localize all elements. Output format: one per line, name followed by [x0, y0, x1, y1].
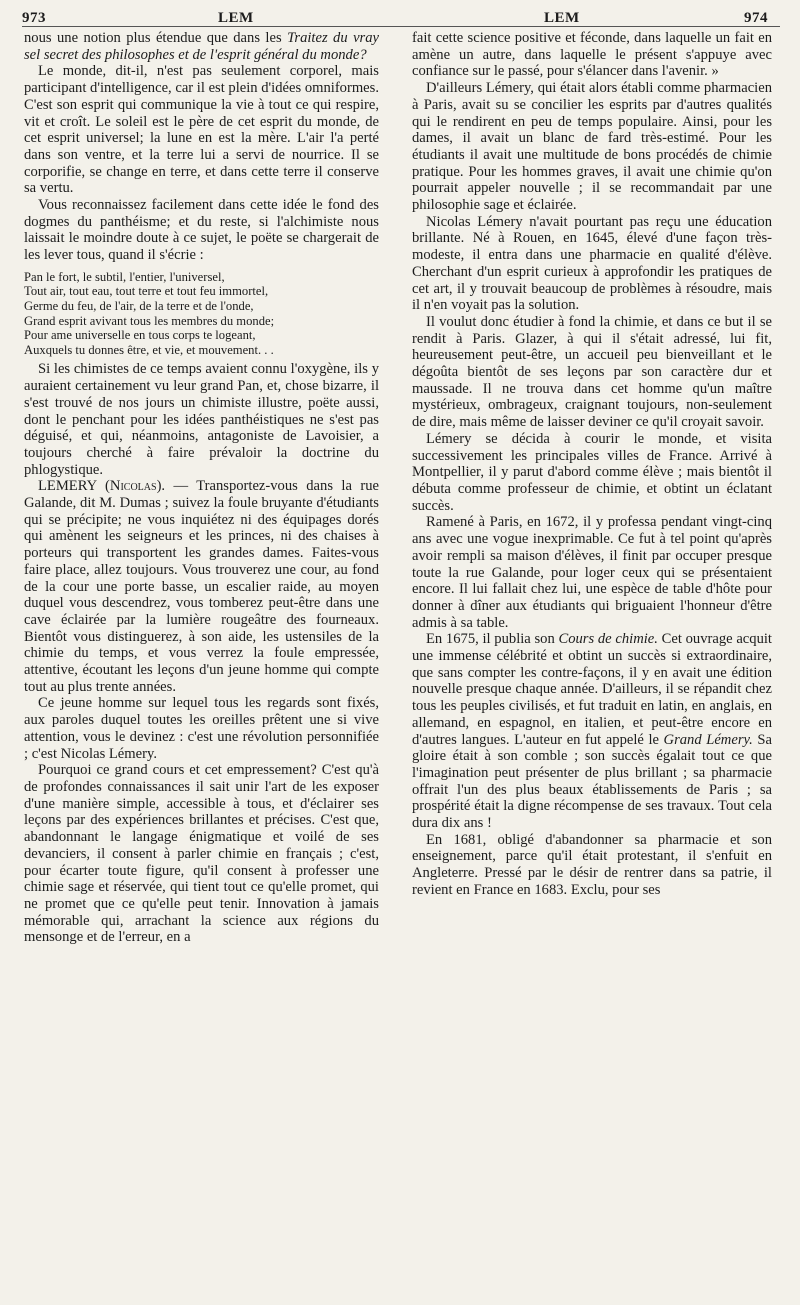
paragraph: Pourquoi ce grand cours et cet empressement? C'est qu'à de profondes connaissances il sait unir l'art de les exposer d'une manière simple, accessible à tous, et d'éclairer ses leçons par des expériences brillantes et précises. C'est que, abandonnant le langage énigmatique et voilé de ses devanciers, il consent à parler chimie en français ; c'est, pour écarter toute figure, qu'il consent à professer une chimie sage et réservée, qui tient tout ce qu'elle promet, qui ne promet que ce qu'elle peut tenir. Innovation à jamais mémorable qui, arrachant la science aux régions du mensonge et de l'erreur, en a: [24, 762, 379, 946]
verse-line: Tout air, tout eau, tout terre et tout feu immortel,: [24, 284, 269, 299]
paragraph-text: nous une notion plus étendue que dans les: [24, 30, 288, 46]
paragraph: Ramené à Paris, en 1672, il y professa pendant vingt-cinq ans avec une vogue inexprimable. Ce fut à tel point qu'après avoir rempli sa maison d'élèves, il finit par occuper presque toute la rue Galande, pour loger ceux qui se présentaient encore. Il lui fallait chez lui, une espèce de table d'hôte pour donner à dîner aux étudiants qui briguaient l'honneur d'être admis à sa table.: [412, 514, 772, 631]
page-number-left: 973: [22, 10, 46, 26]
paragraph: [24, 30, 379, 63]
verse-line: Pour ame universelle en tous corps te logeant,: [24, 328, 256, 343]
paragraph-text: Cet ouvrage acquit une immense célébrité et obtint un succès si extraordinaire, que sans compter les contre-façons, il y en avait une édition nouvelle presque chaque année. D'ailleurs, il se répandit chez tous les peuples civilisés, et fut traduit en latin, en anglais, en allemand, en espagnol, en italien, et peut-être encore en d'autres langues. L'auteur en fut appelé le: [412, 631, 772, 748]
paragraph: Il voulut donc étudier à fond la chimie, et dans ce but il se rendit à Paris. Glazer, à qui il s'était adressé, lui fit, heureusement peut-être, un accueil peu bienveillant et le dégoûta bientôt de ses leçons par son caractère dur et maussade. Il ne trouva dans cet homme qu'un maître mystérieux, ombrageux, craignant toujours, non-seulement de dire, mais même de laisser deviner ce qu'il croyait savoir.: [412, 313, 772, 431]
paragraph-text: — Transportez-vous dans la rue Galande, dit M. Dumas ; suivez la foule bruyante d'étudiants qui se précipite; ne vous inquiétez ni des équipages dorés qui amènent les seigneurs et les princes, ni des chaises à porteurs qui transportent les grandes dames. Faites-vous faire place, allez toujours. Vous trouverez une cour, au fond de la cour une porte basse, un escalier raide, au moyen duquel vous descendrez, vous tomberez peut-être dans une cave éclairée par la lumière rougeâtre des fourneaux. Bientôt vous distinguerez, à son aide, les ustensiles de la chimie du temps, et vous verrez la foule empressée, attentive, écoutant les leçons d'un jeune homme qui compte tout au plus trente années.: [24, 478, 379, 695]
paragraph-text: Sa gloire était à son comble ; son succès égalait tout ce que l'imagination peut présenter de plus brillant ; sa pharmacie offrait l'un des plus beaux établissements de Paris ; sa prospérité était la digne récompense de ses travaux. Tout cela dura dix ans !: [412, 731, 772, 832]
paragraph: Si les chimistes de ce temps avaient connu l'oxygène, ils y auraient certainement vu leur grand Pan, et, chose bizarre, il s'est trouvé de nos jours un chimiste illustre, poëte aussi, dont le penchant pour les idées panthéistiques ne s'est pas déguisé, et qui, néanmoins, antagoniste de Lavoisier, a toujours cherché à faire prévaloir la doctrine du phlogystique.: [24, 361, 379, 478]
verse-line: Germe du feu, de l'air, de la terre et de l'onde,: [24, 299, 254, 314]
left-column: [24, 30, 379, 946]
entry-paragraph: [24, 478, 379, 695]
italic-title: Cours de chimie.: [558, 631, 658, 648]
header-title-right: LEM: [544, 10, 580, 26]
paragraph: Nicolas Lémery n'avait pourtant pas reçu une éducation brillante. Né à Rouen, en 1645, élevé d'une façon très-modeste, il entra dans une pharmacie en qualité d'élève. Cherchant d'un esprit curieux à approfondir les pratiques de cet art, il y trouvait beaucoup de problèmes à résoudre, mais il n'en voyait pas la solution.: [412, 213, 772, 314]
paragraph: Ce jeune homme sur lequel tous les regards sont fixés, aux paroles duquel toutes les oreilles prêtent une si vive attention, vous le devinez : c'est une révolution personnifiée ; c'est Nicolas Lémery.: [24, 695, 379, 762]
italic-name: Grand Lémery.: [663, 731, 753, 748]
paragraph: D'ailleurs Lémery, qui était alors établi comme pharmacien à Paris, avait su se concilier les esprits par d'autres qualités qui le rendirent en peu de temps populaire. Ainsi, pour les dames, il avait un blanc de fard très-estimé. Pour les étudiants il avait une multitude de bons procédés de chimie pratique. Pour les hommes graves, il avait une chimie qu'on pourrait appeler nouvelle ; il se recommandait par une philosophie sage et éclairée.: [412, 80, 772, 214]
header-title-left: LEM: [218, 10, 254, 26]
header-rule: [22, 26, 780, 27]
verse-line: Pan le fort, le subtil, l'entier, l'universel,: [24, 269, 225, 284]
italic-title: Traitez du vray sel secret des philosophes et de l'esprit général du monde?: [24, 30, 380, 63]
verse-quote: [24, 270, 379, 358]
verse-line: Grand esprit avivant tous les membres du monde;: [24, 313, 275, 328]
paragraph: Lémery se décida à courir le monde, et visita successivement les principales villes de France. Arrivé à Montpellier, il y parut d'abord comme élève ; mais bientôt il débuta comme professeur de chimie, et obtint un éclatant succès.: [412, 430, 772, 514]
paragraph: fait cette science positive et féconde, dans laquelle un fait en amène un autre, dans laquelle le présent s'appuye avec confiance sur le passé, pour s'élancer dans l'avenir. »: [412, 30, 772, 80]
paragraph: Le monde, dit-il, n'est pas seulement corporel, mais participant d'intelligence, car il est plein d'idées omniformes. C'est son esprit qui communique la vie à tout ce qui respire, vit et croît. Le soleil est le père de cet esprit du monde, de cet esprit universel; la lune en est la mère. L'air l'a perté dans son ventre, et la terre lui a servi de nourrice. Il se corporifie, se change en terre, et dans cette terre il conserve sa vertu.: [24, 63, 379, 197]
paragraph: Vous reconnaissez facilement dans cette idée le fond des dogmes du panthéisme; et du reste, si l'alchimiste nous laissait le moindre doute à ce sujet, le poëte se chargerait de les lever tous, quand il s'écrie :: [24, 197, 379, 264]
verse-line: Auxquels tu donnes être, et vie, et mouvement. . .: [24, 342, 274, 357]
right-column: [412, 30, 772, 899]
paragraph: [412, 631, 772, 831]
paragraph: En 1681, obligé d'abandonner sa pharmacie et son enseignement, parce qu'il était protestant, il s'enfuit en Angleterre. Pressé par le désir de rentrer dans sa patrie, il revient en France en 1683. Exclu, pour ses: [412, 831, 772, 898]
page-number-right: 974: [744, 10, 768, 26]
entry-heading: LEMERY (Nicolas).: [38, 478, 166, 495]
paragraph-text: En 1675, il publia son: [426, 631, 559, 648]
